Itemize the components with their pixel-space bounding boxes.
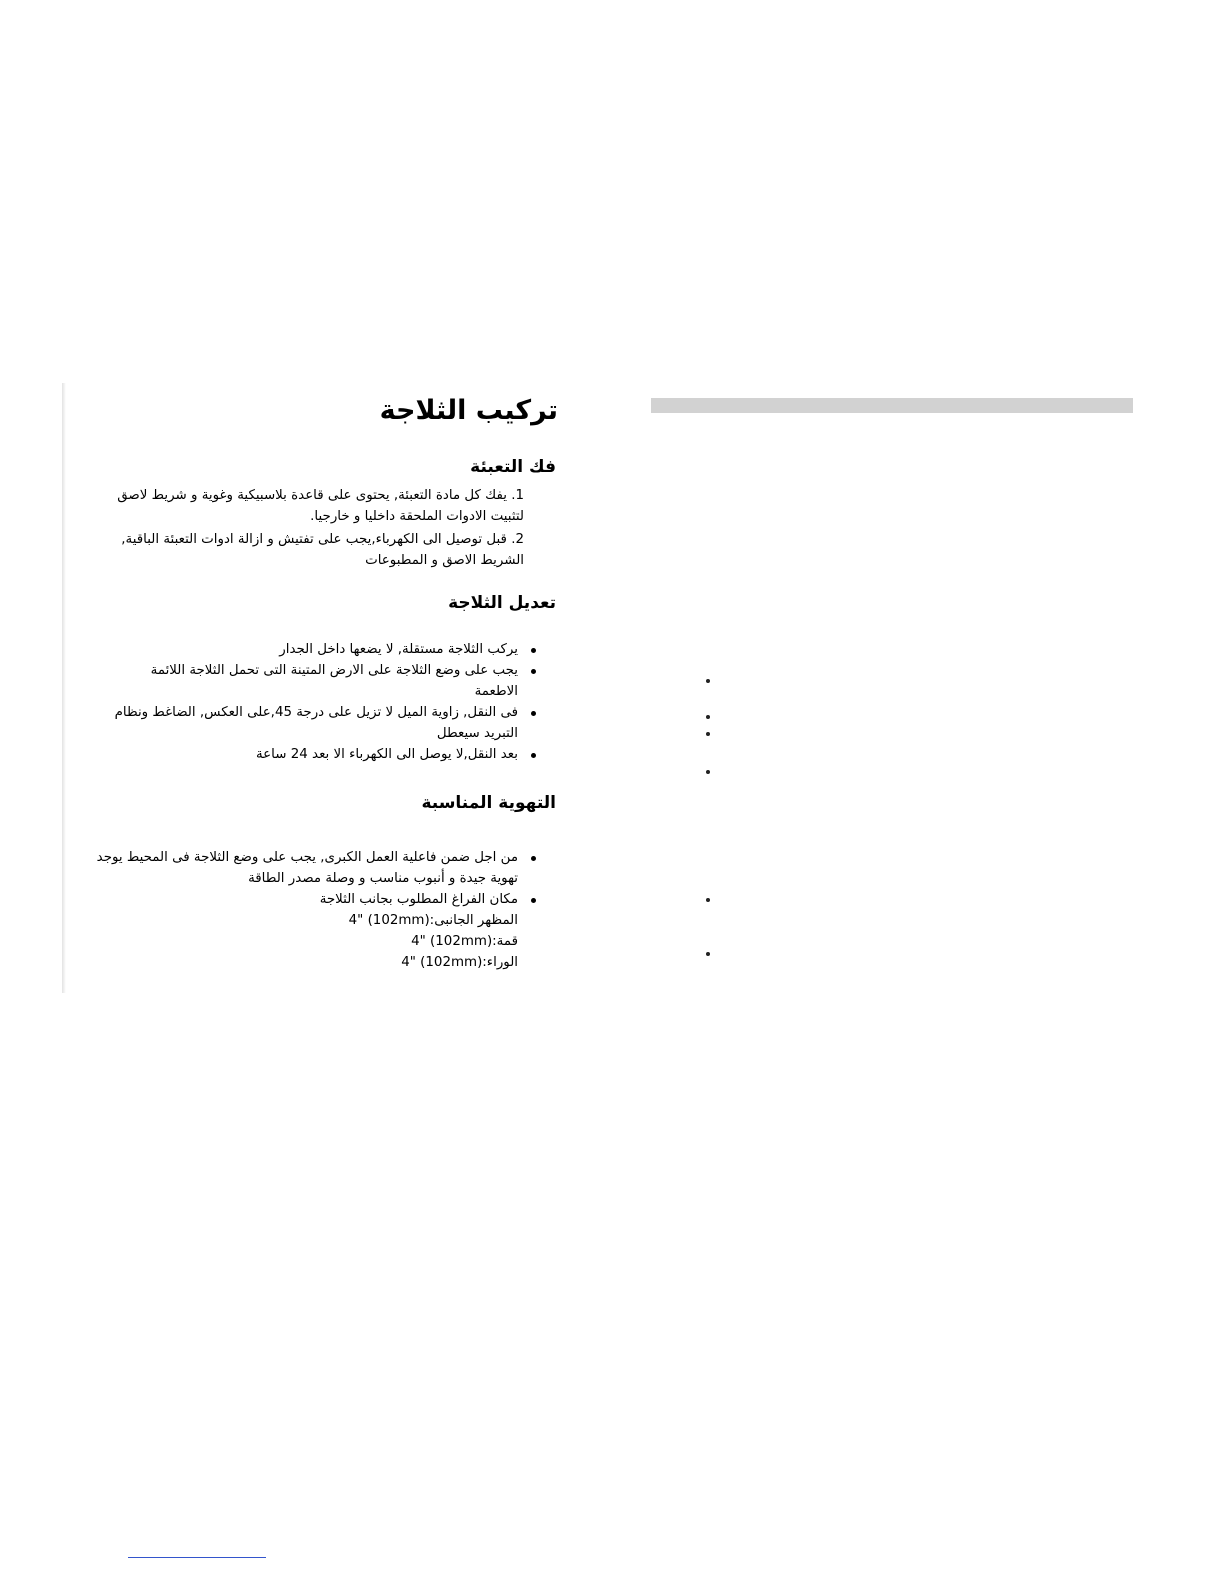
list-item [115,744,540,765]
bullet-dot-icon [706,952,710,956]
unpacking-line-1: 1. يفك كل مادة التعبئة, يحتوى على قاعدة بلاسبيكية وغوية و شريط لاصق [117,488,524,503]
ventilation-list [97,847,540,973]
list-item [115,702,540,744]
bullet-dot-icon [531,669,536,674]
arabic-manual-page [62,383,574,993]
unpacking-line-4: الشريط الاصق و المطبوعات [365,553,524,568]
list-item [97,889,540,973]
list-item-text-cont: الاطعمة [474,684,518,699]
list-item [97,847,540,889]
bullet-dot-icon [706,679,710,683]
scan-edge-shadow [62,383,66,993]
list-item-text: يركب الثلاجة مستقلة, لا يضعها داخل الجدار [279,642,518,657]
bullet-dot-icon [531,856,536,861]
list-item-text: من اجل ضمن فاعلية العمل الكبرى, يجب على وضع الثلاجة فى المحيط يوجد [96,850,518,865]
ventilation-heading: التهوية المناسبة [421,793,556,813]
clearance-side: المظهر الجانبى:(102mm) "4 [348,913,518,928]
page-title: تركيب الثلاجة [379,395,558,426]
leveling-list [115,639,540,765]
bullet-dot-icon [531,711,536,716]
list-item-text: فى النقل, زاوية الميل لا تزيل على درجة 45,على العكس, الضاغط ونظام [114,705,518,720]
header-bar [651,398,1133,413]
bullet-dot-icon [531,898,536,903]
list-item-text: مكان الفراغ المطلوب بجانب الثلاجة [319,892,518,907]
unpacking-line-2: لتثبيت الادوات الملحقة داخليا و خارجيا. [310,509,524,524]
list-item-text-cont: تهوية جيدة و أنبوب مناسب و وصلة مصدر الطاقة [248,871,518,886]
footer-rule [128,1557,266,1558]
bullet-dot-icon [706,715,710,719]
bullet-dot-icon [531,753,536,758]
blank-english-page [651,398,1133,998]
list-item [115,660,540,702]
leveling-heading: تعديل الثلاجة [448,593,556,613]
clearance-back: الوراء:(102mm) "4 [401,955,518,970]
bullet-dot-icon [531,648,536,653]
list-item [115,639,540,660]
bullet-dot-icon [706,770,710,774]
clearance-top: قمة:(102mm) "4 [411,934,518,949]
bullet-dot-icon [706,732,710,736]
bullet-dot-icon [706,898,710,902]
unpacking-line-3: 2. قبل توصيل الى الكهرباء,يجب على تفتيش و ازالة ادوات التعبئة الباقية, [121,532,524,547]
list-item-text: يجب على وضع الثلاجة على الارض المتينة التى تحمل الثلاجة اللائمة [150,663,518,678]
unpacking-heading: فك التعبئة [470,457,556,477]
list-item-text: بعد النقل,لا يوصل الى الكهرباء الا بعد 24 ساعة [256,747,518,762]
list-item-text-cont: التبريد سيعطل [436,726,518,741]
